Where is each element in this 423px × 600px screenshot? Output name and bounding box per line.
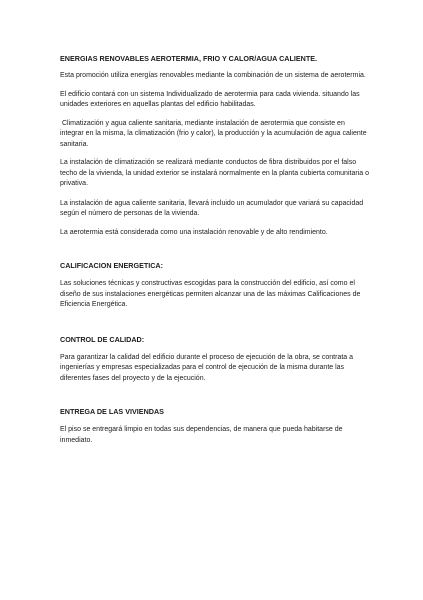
paragraph: La aerotermia está considerada como una instalación renovable y de alto rendimiento. [60, 228, 328, 236]
paragraph: Las soluciones técnicas y constructivas escogidas para la construcción del edificio, así como el diseño de sus instalaciones energéticas permiten alcanzar una de las máximas Calificaciones de Eficiencia Energética. [60, 280, 361, 308]
paragraph: El edificio contará con un sistema Individualizado de aerotermia para cada vivienda. situando las unidades exteriores en aquellas plantas del edificio habilitadas. [60, 90, 360, 108]
paragraph: Para garantizar la calidad del edificio durante el proceso de ejecución de la obra, se contrata a ingenierías y empresas especializadas para el control de ejecución de la misma durante las diferentes fases del proyecto y de la ejecución. [60, 353, 354, 382]
paragraph: La instalación de agua caliente sanitaria, llevará incluido un acumulador que variará su capacidad según el número de personas de la vivienda. [60, 199, 364, 217]
paragraph: Climatización y agua caliente sanitaria, mediante instalación de aerotermia que consiste en integrar en la misma, la climatización (frio y calor), la producción y la acumulación de agua caliente sanitaria. [60, 119, 369, 148]
section-heading: ENERGIAS RENOVABLES AEROTERMIA, FRIO Y CALOR/AGUA CALIENTE. [60, 54, 318, 63]
section-delivery [60, 407, 370, 446]
section-heading: CONTROL DE CALIDAD: [60, 334, 145, 344]
paragraph: La instalación de climatización se realizará mediante conductos de fibra distribuidos por el falso techo de la vivienda, la unidad exterior se instalará normalmente en la planta cubierta comunitaria o privativa. [60, 159, 369, 187]
section-heading: CALIFICACION ENERGETICA: [60, 261, 164, 270]
section-quality-control [60, 335, 370, 385]
section-heading: ENTREGA DE LAS VIVIENDAS [60, 407, 164, 416]
paragraph: El piso se entregará limpio en todas sus dependencias, de manera que pueda habitarse de inmediato. [60, 426, 343, 444]
document-page [60, 46, 370, 446]
section-renewable-energy [60, 54, 370, 238]
paragraph: Esta promoción utiliza energías renovables mediante la combinación de un sistema de aerotermia. [60, 72, 366, 79]
section-energy-rating [60, 261, 370, 311]
